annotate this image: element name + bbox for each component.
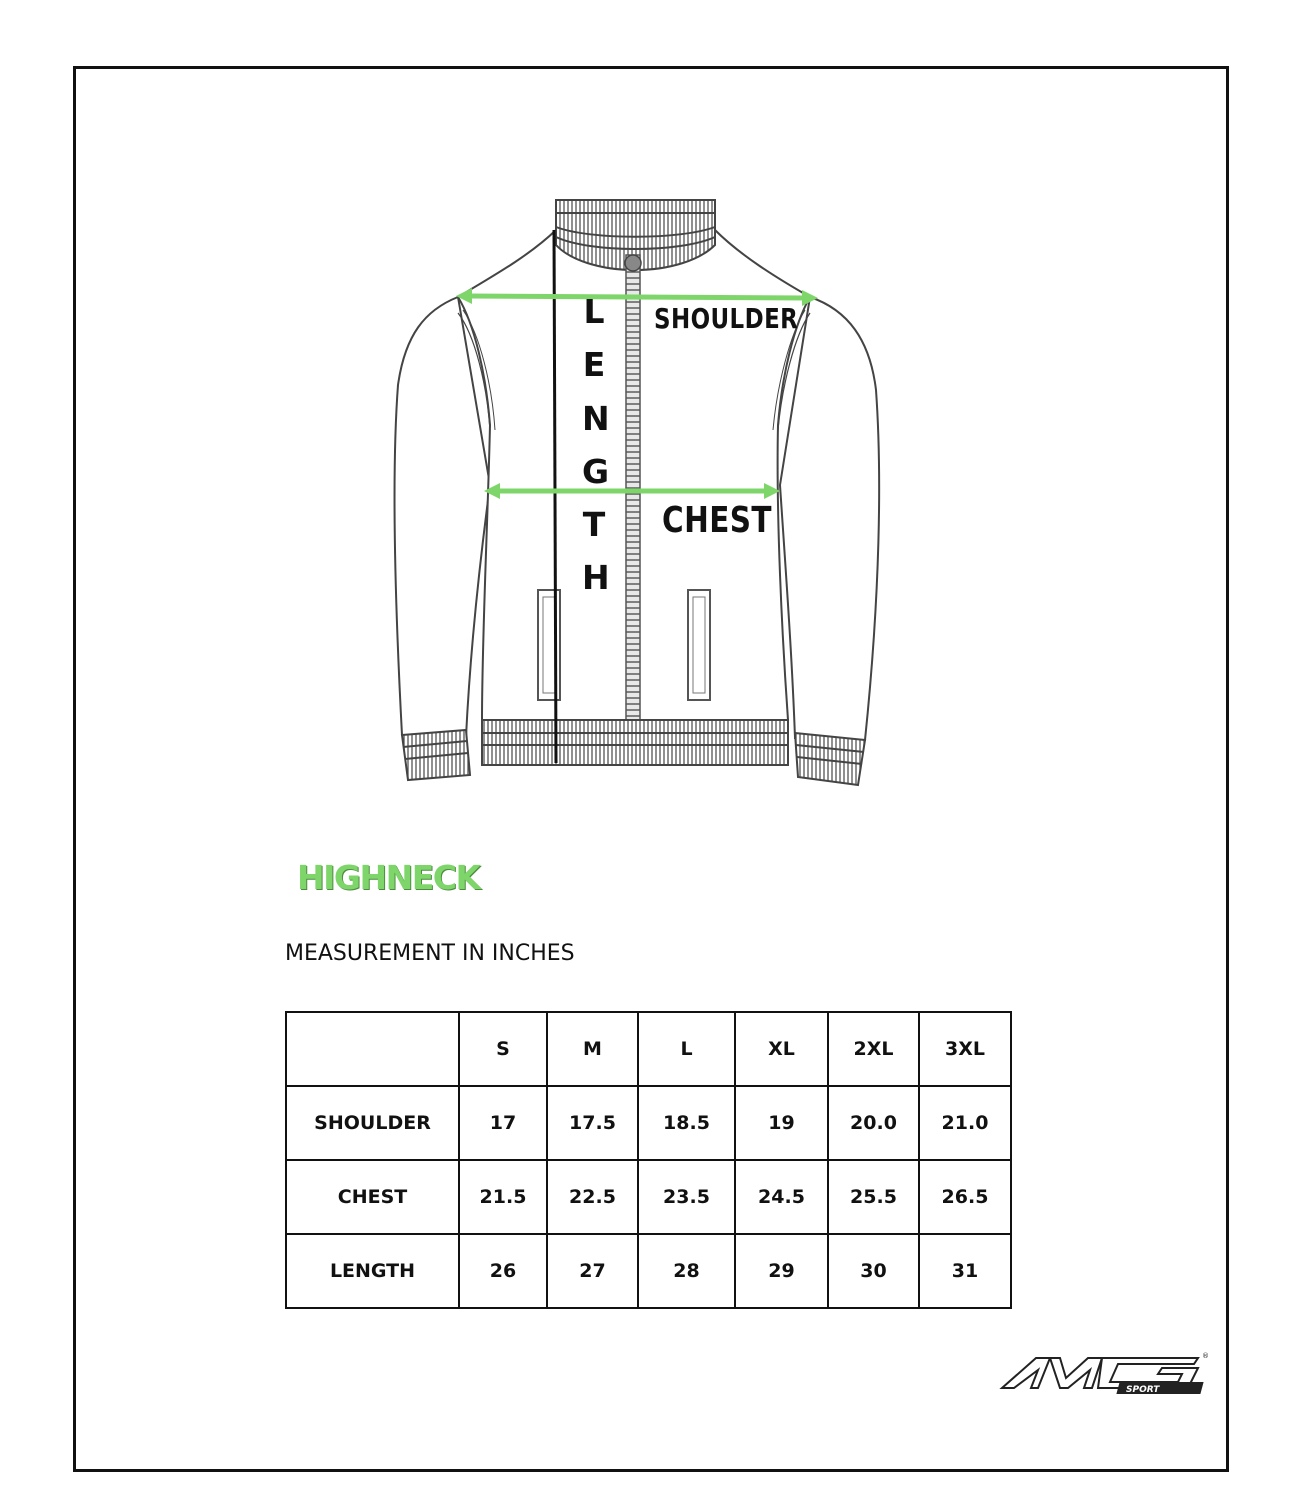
measurement-unit-note: MEASUREMENT IN INCHES [285, 941, 575, 966]
table-cell: 23.5 [638, 1160, 735, 1234]
table-header-cell: XL [735, 1012, 828, 1086]
table-header-row [286, 1012, 1011, 1086]
table-cell: 27 [547, 1234, 638, 1308]
table-row [286, 1234, 1011, 1308]
brand-logo [998, 1350, 1213, 1395]
table-cell: 21.0 [919, 1086, 1011, 1160]
table-cell: 22.5 [547, 1160, 638, 1234]
row-label: CHEST [286, 1160, 459, 1234]
table-cell: 20.0 [828, 1086, 919, 1160]
table-cell: 17.5 [547, 1086, 638, 1160]
table-header-cell: M [547, 1012, 638, 1086]
table-header-cell: L [638, 1012, 735, 1086]
table-cell: 30 [828, 1234, 919, 1308]
product-title: HIGHNECK [297, 858, 480, 897]
logo-sport-text: SPORT [1126, 1385, 1160, 1395]
table-cell: 31 [919, 1234, 1011, 1308]
table-header-cell: 2XL [828, 1012, 919, 1086]
length-letter: N [582, 399, 610, 438]
table-cell: 29 [735, 1234, 828, 1308]
length-letter: G [582, 452, 610, 491]
jacket-illustration [370, 185, 930, 795]
table-cell: 24.5 [735, 1160, 828, 1234]
length-letter: H [582, 558, 610, 597]
chest-label: CHEST [662, 500, 772, 541]
table-cell: 26 [459, 1234, 547, 1308]
size-chart-table [285, 1011, 1012, 1309]
row-label: LENGTH [286, 1234, 459, 1308]
length-letter: T [582, 505, 606, 544]
registered-mark: ® [1202, 1352, 1209, 1360]
table-header-cell: 3XL [919, 1012, 1011, 1086]
table-cell: 18.5 [638, 1086, 735, 1160]
row-label: SHOULDER [286, 1086, 459, 1160]
table-header-cell [286, 1012, 459, 1086]
table-cell: 26.5 [919, 1160, 1011, 1234]
shoulder-label: SHOULDER [654, 302, 799, 335]
table-cell: 25.5 [828, 1160, 919, 1234]
table-cell: 21.5 [459, 1160, 547, 1234]
table-cell: 28 [638, 1234, 735, 1308]
length-letter: L [583, 292, 605, 331]
table-cell: 17 [459, 1086, 547, 1160]
table-row [286, 1160, 1011, 1234]
length-letter: E [582, 345, 606, 384]
table-row [286, 1086, 1011, 1160]
table-header-cell: S [459, 1012, 547, 1086]
table-cell: 19 [735, 1086, 828, 1160]
